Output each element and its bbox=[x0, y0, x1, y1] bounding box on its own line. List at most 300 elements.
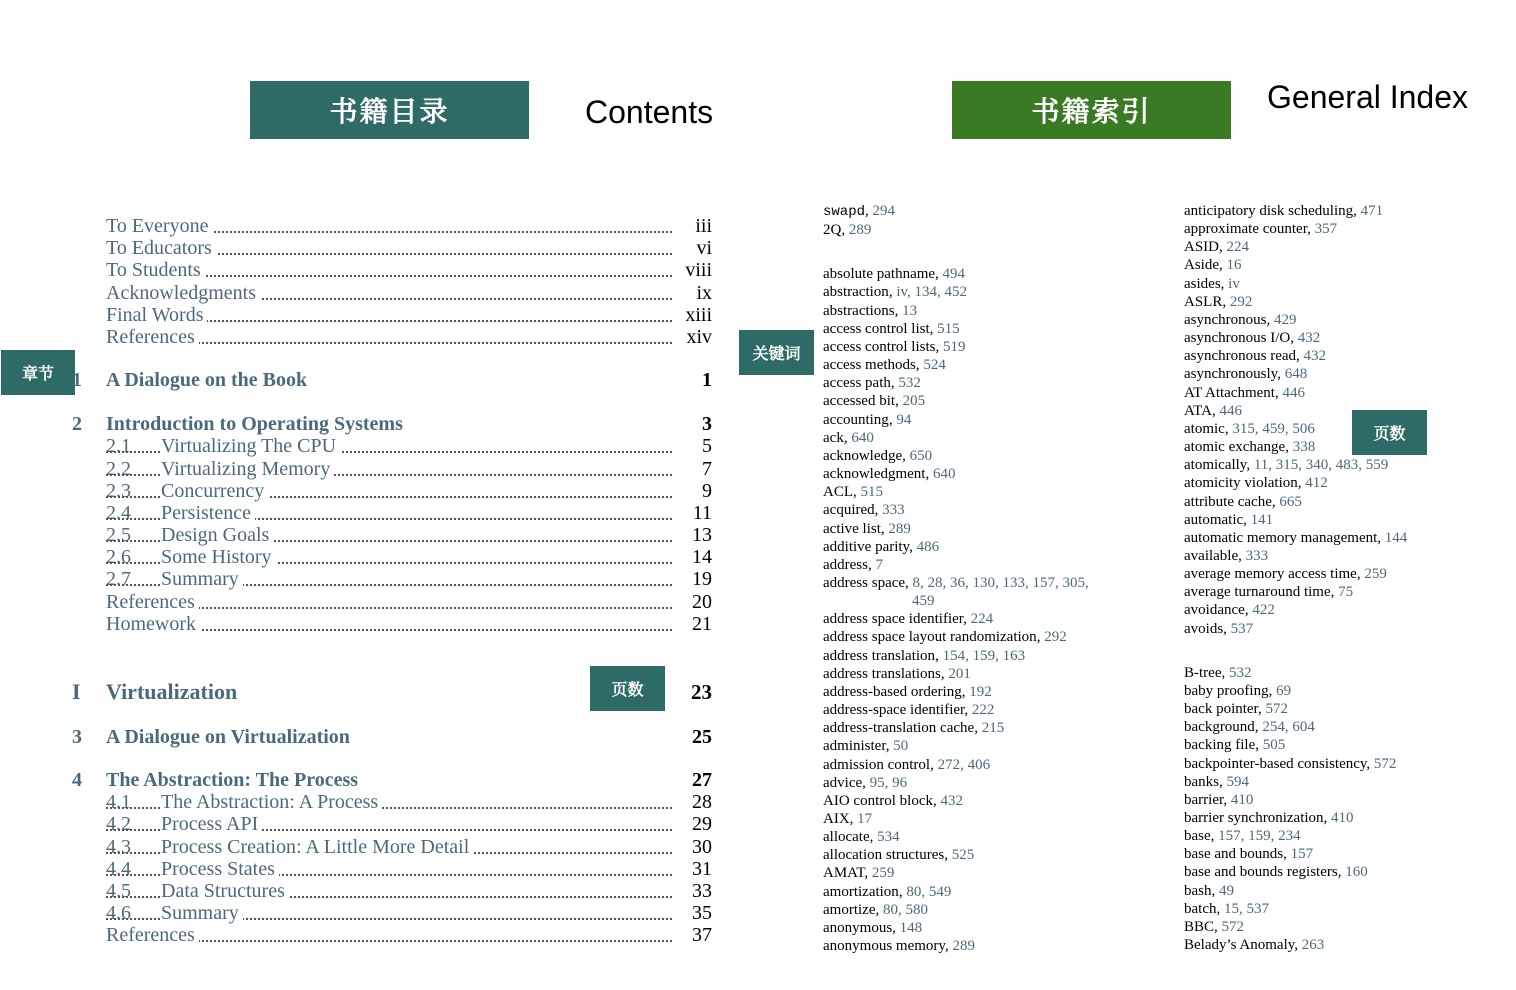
index-entry[interactable]: back pointer, 572 bbox=[1184, 701, 1288, 718]
index-entry-pages[interactable]: 192 bbox=[969, 683, 992, 700]
index-entry[interactable]: BBC, 572 bbox=[1184, 918, 1245, 935]
toc-entry-title: To Students bbox=[106, 259, 205, 281]
index-entry-pages[interactable]: 15, 537 bbox=[1223, 900, 1269, 917]
toc-entry[interactable] bbox=[72, 813, 712, 835]
index-entry[interactable]: address translation, 154, 159, 163 bbox=[823, 647, 1026, 664]
index-entry-pages[interactable]: 648 bbox=[1284, 366, 1308, 383]
index-entry-term: asynchronous bbox=[1184, 311, 1267, 328]
index-entry[interactable]: address, 7 bbox=[823, 556, 883, 573]
index-entry[interactable]: base and bounds, 157 bbox=[1184, 846, 1314, 863]
toc-entry[interactable] bbox=[72, 215, 712, 237]
index-entry-term: address space layout randomization bbox=[823, 629, 1037, 646]
toc-entry-number: 4.6 bbox=[106, 902, 131, 924]
toc-entry-number: 4.2 bbox=[106, 813, 131, 835]
index-entry-term: average turnaround time bbox=[1184, 584, 1331, 601]
index-entry-pages[interactable]: 650 bbox=[909, 447, 933, 464]
index-entry-pages[interactable]: 422 bbox=[1252, 602, 1275, 619]
toc-entry[interactable] bbox=[72, 902, 712, 924]
index-entry-pages[interactable]: 515 bbox=[860, 484, 883, 501]
index-entry[interactable]: avoidance, 422 bbox=[1184, 602, 1275, 619]
toc-entry-number: 4.3 bbox=[106, 836, 131, 858]
toc-entry-page: 33 bbox=[686, 880, 712, 902]
index-entry-term: background bbox=[1184, 719, 1255, 736]
index-entry[interactable]: anonymous, 148 bbox=[823, 919, 923, 936]
index-page-tag: 页数 bbox=[1352, 410, 1427, 455]
index-entry-pages[interactable]: 11, 315, 340, 483, 559 bbox=[1253, 457, 1389, 474]
index-entry-term: anticipatory disk scheduling bbox=[1184, 203, 1354, 219]
index-entry-pages[interactable]: 412 bbox=[1305, 475, 1328, 492]
index-entry[interactable]: address-based ordering, 192 bbox=[823, 683, 992, 700]
index-entry-pages[interactable]: 201 bbox=[948, 665, 971, 682]
index-entry-pages[interactable]: 572 bbox=[1373, 755, 1397, 772]
toc-entry[interactable] bbox=[72, 726, 712, 748]
index-entry-pages[interactable]: 272, 406 bbox=[937, 756, 991, 773]
toc-entry[interactable] bbox=[72, 836, 712, 858]
index-entry[interactable]: backing file, 505 bbox=[1184, 737, 1286, 754]
toc-cn-title: 书籍目录 bbox=[329, 95, 450, 128]
toc-entry-title: Some History bbox=[161, 546, 276, 568]
index-entry[interactable]: accounting, 94 bbox=[823, 411, 912, 428]
index-entry-term: 2Q bbox=[823, 222, 842, 239]
index-entry[interactable]: acknowledgment, 640 bbox=[823, 466, 956, 483]
index-entry[interactable]: ACL, 515 bbox=[823, 484, 883, 501]
index-entry[interactable]: background, 254, 604 bbox=[1184, 719, 1315, 736]
index-entry-term: batch bbox=[1184, 900, 1217, 917]
index-entry[interactable]: abstractions, 13 bbox=[823, 302, 918, 319]
index-entry-pages[interactable]: 640 bbox=[851, 429, 874, 446]
index-entry-term: ASLR bbox=[1184, 293, 1223, 310]
toc-entry-title: Process Creation: A Little More Detail bbox=[161, 836, 473, 858]
index-entry-pages[interactable]: 254, 604 bbox=[1262, 719, 1315, 736]
index-entry-pages[interactable]: 95, 96 bbox=[869, 774, 908, 791]
index-entry[interactable]: additive parity, 486 bbox=[823, 538, 940, 555]
index-entry[interactable]: batch, 15, 537 bbox=[1184, 900, 1269, 917]
index-entry-term: address-space identifier bbox=[823, 702, 965, 719]
index-entry-term: acknowledge bbox=[823, 447, 903, 464]
index-entry-term: swapd bbox=[823, 204, 866, 220]
toc-entry[interactable] bbox=[72, 282, 712, 304]
index-entry-pages[interactable]: iv, 134, 452 bbox=[896, 284, 968, 301]
toc-entry-title: Process States bbox=[161, 858, 279, 880]
index-entry[interactable]: barrier, 410 bbox=[1184, 791, 1254, 808]
index-entry-term: address space bbox=[823, 574, 906, 591]
index-entry[interactable]: acknowledge, 650 bbox=[823, 447, 933, 464]
index-entry[interactable]: banks, 594 bbox=[1184, 773, 1249, 790]
index-entry[interactable]: Aside, 16 bbox=[1184, 257, 1242, 274]
index-entry-term: ATA bbox=[1184, 402, 1212, 419]
index-entry-term: AMAT bbox=[823, 865, 865, 882]
index-entry-pages[interactable]: 432 bbox=[940, 792, 963, 809]
toc-entry-number: 2.7 bbox=[106, 568, 131, 590]
toc-entry-page: vi bbox=[690, 237, 712, 259]
index-entry-pages[interactable]: 75 bbox=[1338, 584, 1354, 601]
index-entry-pages[interactable]: 333 bbox=[882, 502, 905, 519]
index-entry-term: additive parity bbox=[823, 538, 910, 555]
index-entry-term: barrier synchronization bbox=[1184, 810, 1324, 826]
toc-entry-number: 2.1 bbox=[106, 435, 131, 457]
toc-entry-number: 2.6 bbox=[106, 546, 131, 568]
index-letter-gap bbox=[1184, 638, 1407, 664]
index-entry[interactable]: ASLR, 292 bbox=[1184, 293, 1253, 310]
index-entry-pages[interactable]: 69 bbox=[1276, 682, 1292, 699]
index-entry[interactable]: average turnaround time, 75 bbox=[1184, 584, 1354, 601]
index-entry-pages[interactable]: 534 bbox=[877, 829, 900, 846]
index-entry[interactable]: ack, 640 bbox=[823, 429, 874, 446]
toc-entry-title: The Abstraction: The Process bbox=[106, 769, 362, 791]
toc-entry[interactable] bbox=[72, 791, 712, 813]
toc-entry-page: 21 bbox=[686, 613, 712, 635]
index-entry-term: ack bbox=[823, 429, 844, 446]
index-entry-pages[interactable]: 263 bbox=[1301, 937, 1325, 954]
toc-entry-page: 28 bbox=[686, 791, 712, 813]
index-entry[interactable]: asides, iv bbox=[1184, 275, 1240, 292]
index-entry-pages[interactable]: 410 bbox=[1331, 810, 1354, 826]
toc-entry-title: Summary bbox=[161, 902, 243, 924]
index-entry[interactable]: approximate counter, 357 bbox=[1184, 221, 1338, 238]
index-column-right bbox=[1184, 202, 1407, 954]
index-entry-pages[interactable]: 537 bbox=[1230, 620, 1254, 637]
index-entry[interactable]: address space layout randomization, 292 bbox=[823, 629, 1067, 646]
index-entry-term: access path bbox=[823, 375, 891, 392]
index-entry[interactable]: address translations, 201 bbox=[823, 665, 971, 682]
index-entry[interactable]: base, 157, 159, 234 bbox=[1184, 828, 1301, 845]
toc-entry[interactable] bbox=[72, 237, 712, 259]
index-entry-pages[interactable]: 519 bbox=[942, 338, 966, 355]
index-entry-pages[interactable]: 432 bbox=[1297, 330, 1321, 347]
toc-entry-page: 19 bbox=[686, 568, 712, 590]
index-entry-pages[interactable]: 665 bbox=[1279, 493, 1302, 510]
toc-entry-number: 2.2 bbox=[106, 458, 131, 480]
index-entry[interactable]: allocate, 534 bbox=[823, 829, 900, 846]
toc-entry[interactable] bbox=[72, 480, 712, 502]
index-entry-term: asynchronously bbox=[1184, 366, 1278, 383]
toc-entry[interactable] bbox=[72, 568, 712, 590]
index-entry-term: bash bbox=[1184, 882, 1212, 899]
toc-entry-number: 4.5 bbox=[106, 880, 131, 902]
index-entry[interactable]: atomicity violation, 412 bbox=[1184, 475, 1328, 492]
index-entry-pages[interactable]: 80, 580 bbox=[882, 901, 928, 918]
index-entry-term: average memory access time bbox=[1184, 566, 1357, 583]
index-letter-gap bbox=[823, 239, 1089, 265]
index-entry-pages[interactable]: 572 bbox=[1265, 701, 1288, 718]
index-entry-term: backpointer-based consistency bbox=[1184, 755, 1367, 772]
toc-entry-page: iii bbox=[689, 215, 712, 237]
index-entry-pages[interactable]: 532 bbox=[898, 375, 921, 392]
index-entry-term: atomic bbox=[1184, 420, 1225, 437]
toc-entry-title: Persistence bbox=[161, 502, 255, 524]
index-entry[interactable]: address space identifier, 224 bbox=[823, 611, 994, 628]
index-entry[interactable]: access control list, 515 bbox=[823, 320, 960, 337]
index-entry-term: available bbox=[1184, 547, 1239, 564]
index-entry[interactable]: AT Attachment, 446 bbox=[1184, 384, 1305, 401]
index-entry-pages[interactable]: 315, 459, 506 bbox=[1232, 420, 1315, 437]
index-entry-pages[interactable]: 432 bbox=[1303, 348, 1327, 365]
index-entry-pages[interactable]: 357 bbox=[1314, 221, 1338, 238]
toc-entry[interactable] bbox=[72, 858, 712, 880]
index-entry[interactable]: asynchronous read, 432 bbox=[1184, 348, 1327, 365]
index-entry-term: access control list bbox=[823, 320, 930, 337]
index-entry-pages[interactable]: 144 bbox=[1384, 529, 1408, 546]
index-entry[interactable]: allocation structures, 525 bbox=[823, 847, 975, 864]
toc-entry-number: 2.4 bbox=[106, 502, 131, 524]
index-entry-term: administer bbox=[823, 738, 886, 755]
toc-entry-page: xiii bbox=[679, 304, 712, 326]
index-entry-pages[interactable]: 524 bbox=[923, 357, 946, 374]
index-entry-pages[interactable]: 333 bbox=[1245, 547, 1269, 564]
index-entry-term: base and bounds registers bbox=[1184, 864, 1338, 881]
index-entry-term: active list bbox=[823, 520, 881, 537]
index-entry[interactable]: base and bounds registers, 160 bbox=[1184, 864, 1368, 881]
toc-entry-title: Virtualization bbox=[106, 681, 241, 703]
index-entry-pages[interactable]: 80, 549 bbox=[906, 883, 952, 900]
index-entry-term: BBC bbox=[1184, 918, 1215, 935]
index-entry-term: atomic exchange bbox=[1184, 439, 1286, 456]
index-entry-pages[interactable]: 486 bbox=[916, 538, 940, 555]
index-entry-pages[interactable]: 289 bbox=[848, 222, 872, 239]
toc-entry[interactable] bbox=[72, 413, 712, 435]
index-entry[interactable]: available, 333 bbox=[1184, 547, 1269, 564]
index-entry-pages[interactable]: 205 bbox=[902, 393, 926, 410]
index-entry[interactable]: 2Q, 289 bbox=[823, 222, 872, 239]
index-entry-pages[interactable]: 532 bbox=[1228, 664, 1252, 681]
toc-entry[interactable] bbox=[72, 304, 712, 326]
index-entry[interactable]: automatic memory management, 144 bbox=[1184, 529, 1408, 546]
index-entry-pages[interactable]: 459 bbox=[912, 593, 935, 610]
index-entry[interactable]: administer, 50 bbox=[823, 738, 909, 755]
index-entry[interactable] bbox=[823, 592, 1089, 610]
toc-entry[interactable] bbox=[72, 880, 712, 902]
index-entry[interactable]: anonymous memory, 289 bbox=[823, 938, 975, 955]
index-entry[interactable]: backpointer-based consistency, 572 bbox=[1184, 755, 1397, 772]
index-entry-term: address-based ordering bbox=[823, 683, 962, 700]
index-entry-pages[interactable]: 515 bbox=[937, 320, 960, 337]
index-entry-term: amortization bbox=[823, 883, 899, 900]
index-entry-pages[interactable]: 157 bbox=[1290, 846, 1314, 863]
index-entry[interactable]: ATA, 446 bbox=[1184, 402, 1242, 419]
index-entry-pages[interactable]: 16 bbox=[1226, 257, 1242, 274]
toc-entry[interactable] bbox=[72, 613, 712, 635]
index-entry[interactable]: acquired, 333 bbox=[823, 502, 905, 519]
index-entry[interactable]: avoids, 537 bbox=[1184, 620, 1254, 637]
index-entry[interactable]: amortize, 80, 580 bbox=[823, 901, 928, 918]
index-entry-term: base and bounds bbox=[1184, 846, 1284, 863]
index-entry-pages[interactable]: 224 bbox=[1226, 239, 1250, 256]
index-entry[interactable]: baby proofing, 69 bbox=[1184, 682, 1292, 699]
toc-entry-title: Virtualizing The CPU bbox=[161, 435, 340, 457]
index-entry[interactable]: AIX, 17 bbox=[823, 811, 873, 827]
toc-entry[interactable] bbox=[72, 369, 712, 391]
index-entry-term: approximate counter bbox=[1184, 221, 1308, 238]
index-entry-term: AIO control block bbox=[823, 792, 933, 809]
toc-entry-page: viii bbox=[679, 259, 712, 281]
index-entry[interactable]: swapd, 294 bbox=[823, 203, 896, 220]
index-entry[interactable]: atomic exchange, 338 bbox=[1184, 439, 1316, 456]
toc-entry-title: Homework bbox=[106, 613, 200, 635]
toc-entry-number: 4 bbox=[72, 769, 82, 791]
toc-entry-page: 31 bbox=[686, 858, 712, 880]
index-entry[interactable]: amortization, 80, 549 bbox=[823, 883, 952, 900]
index-entry[interactable]: Belady’s Anomaly, 263 bbox=[1184, 937, 1325, 954]
index-entry-pages[interactable]: 141 bbox=[1250, 511, 1274, 528]
toc-entry-title: Process API bbox=[161, 813, 262, 835]
toc-entry-page: 14 bbox=[686, 546, 712, 568]
toc-entry[interactable] bbox=[72, 546, 712, 568]
index-entry-pages[interactable]: 640 bbox=[932, 466, 956, 483]
index-entry-pages[interactable]: 160 bbox=[1345, 864, 1368, 881]
index-entry-term: anonymous bbox=[823, 919, 893, 936]
index-entry-pages[interactable]: 446 bbox=[1219, 402, 1242, 419]
index-entry[interactable]: accessed bit, 205 bbox=[823, 393, 926, 410]
index-entry-term: back pointer bbox=[1184, 701, 1258, 718]
index-entry[interactable]: abstraction, iv, 134, 452 bbox=[823, 284, 968, 301]
index-entry-term: address-translation cache bbox=[823, 720, 975, 737]
toc-entry-title: Acknowledgments bbox=[106, 282, 260, 304]
index-entry-pages[interactable]: 148 bbox=[899, 919, 923, 936]
index-entry-pages[interactable]: 338 bbox=[1292, 439, 1316, 456]
index-entry-term: allocation structures bbox=[823, 847, 945, 864]
index-entry[interactable]: atomic, 315, 459, 506 bbox=[1184, 420, 1315, 437]
index-entry-pages[interactable]: 429 bbox=[1274, 311, 1297, 328]
index-entry[interactable]: asynchronously, 648 bbox=[1184, 366, 1308, 383]
toc-entry[interactable] bbox=[72, 326, 712, 348]
index-entry-pages[interactable]: 289 bbox=[952, 938, 975, 955]
index-entry-pages[interactable]: 259 bbox=[871, 865, 895, 882]
index-entry-pages[interactable]: 471 bbox=[1360, 203, 1384, 219]
toc-entry-title: A Dialogue on the Book bbox=[106, 369, 311, 391]
index-entry-pages[interactable]: 294 bbox=[872, 203, 896, 219]
toc-entry-page: 3 bbox=[696, 413, 712, 435]
index-entry[interactable]: address space, 8, 28, 36, 130, 133, 157, 305, bbox=[823, 574, 1089, 591]
index-entry-term: AT Attachment bbox=[1184, 384, 1275, 401]
toc-entry[interactable] bbox=[72, 681, 712, 703]
index-entry-term: allocate bbox=[823, 829, 870, 846]
index-entry[interactable]: B-tree, 532 bbox=[1184, 664, 1252, 681]
index-entry[interactable]: advice, 95, 96 bbox=[823, 774, 908, 791]
toc-entry[interactable] bbox=[72, 524, 712, 546]
index-entry-pages[interactable]: 224 bbox=[970, 611, 994, 628]
toc-entry-title: A Dialogue on Virtualization bbox=[106, 726, 354, 748]
index-entry-pages[interactable]: 94 bbox=[896, 411, 912, 428]
index-entry-pages[interactable]: 7 bbox=[875, 556, 883, 573]
index-entry-pages[interactable]: 494 bbox=[942, 266, 966, 283]
toc-entry[interactable] bbox=[72, 435, 712, 457]
index-entry[interactable]: AMAT, 259 bbox=[823, 865, 895, 882]
index-entry[interactable]: bash, 49 bbox=[1184, 882, 1234, 899]
toc-entry-title: To Educators bbox=[106, 237, 216, 259]
toc-entry-page: 35 bbox=[686, 902, 712, 924]
index-entry-term: abstractions bbox=[823, 302, 895, 319]
index-entry[interactable]: attribute cache, 665 bbox=[1184, 493, 1302, 510]
index-entry-pages[interactable]: 157, 159, 234 bbox=[1218, 828, 1301, 845]
index-entry-pages[interactable]: 410 bbox=[1230, 791, 1254, 808]
index-entry-pages[interactable]: 505 bbox=[1262, 737, 1286, 754]
index-entry-pages[interactable]: 8, 28, 36, 130, 133, 157, 305, bbox=[912, 574, 1089, 591]
toc-entry[interactable] bbox=[72, 769, 712, 791]
index-entry-pages[interactable]: 525 bbox=[951, 847, 975, 864]
index-entry-pages[interactable]: 292 bbox=[1044, 629, 1067, 646]
index-entry-pages[interactable]: 289 bbox=[888, 520, 911, 537]
index-entry-pages[interactable]: 572 bbox=[1221, 918, 1245, 935]
index-entry-term: Belady’s Anomaly bbox=[1184, 937, 1295, 954]
index-entry-pages[interactable]: 594 bbox=[1226, 773, 1249, 790]
index-entry-term: attribute cache bbox=[1184, 493, 1272, 510]
index-entry[interactable]: barrier synchronization, 410 bbox=[1184, 810, 1354, 826]
index-entry[interactable]: ASID, 224 bbox=[1184, 239, 1250, 256]
index-entry-pages[interactable]: 50 bbox=[893, 738, 909, 755]
index-entry-term: ASID bbox=[1184, 239, 1220, 256]
index-entry[interactable]: anticipatory disk scheduling, 471 bbox=[1184, 203, 1384, 219]
index-entry-term: automatic memory management bbox=[1184, 529, 1378, 546]
index-entry-pages[interactable]: 259 bbox=[1364, 566, 1387, 583]
toc-entry-page: 23 bbox=[685, 681, 712, 703]
index-entry[interactable]: access methods, 524 bbox=[823, 357, 946, 374]
index-entry[interactable]: AIO control block, 432 bbox=[823, 792, 963, 809]
index-entry-pages[interactable]: iv bbox=[1228, 275, 1240, 292]
index-entry-term: address translation bbox=[823, 647, 936, 664]
index-entry-term: asynchronous read bbox=[1184, 348, 1297, 365]
toc-entry-title: To Everyone bbox=[106, 215, 212, 237]
index-entry[interactable]: active list, 289 bbox=[823, 520, 911, 537]
index-entry-term: absolute pathname bbox=[823, 266, 936, 283]
toc-entry[interactable] bbox=[72, 591, 712, 613]
index-entry-term: address bbox=[823, 556, 868, 573]
toc-en-title: Contents bbox=[585, 94, 714, 130]
toc-entry-page: xiv bbox=[680, 326, 712, 348]
index-entry-pages[interactable]: 446 bbox=[1282, 384, 1305, 401]
toc-entry[interactable] bbox=[72, 259, 712, 281]
toc-entry-title: References bbox=[106, 326, 199, 348]
index-entry[interactable]: atomically, 11, 315, 340, 483, 559 bbox=[1184, 457, 1389, 474]
index-entry-term: access control lists bbox=[823, 338, 936, 355]
toc-cn-banner bbox=[250, 81, 529, 139]
index-entry-pages[interactable]: 17 bbox=[857, 811, 873, 827]
index-entry[interactable]: average memory access time, 259 bbox=[1184, 566, 1387, 583]
index-entry[interactable]: address-space identifier, 222 bbox=[823, 702, 995, 719]
index-entry-term: banks bbox=[1184, 773, 1219, 790]
index-entry-pages[interactable]: 215 bbox=[981, 720, 1005, 737]
index-entry-term: B-tree bbox=[1184, 664, 1222, 681]
index-entry-pages[interactable]: 154, 159, 163 bbox=[942, 647, 1026, 664]
index-entry-term: advice bbox=[823, 774, 863, 791]
index-entry-pages[interactable]: 13 bbox=[902, 302, 918, 319]
toc-entry-page: 11 bbox=[687, 502, 712, 524]
index-entry-term: anonymous memory bbox=[823, 938, 945, 955]
index-entry-pages[interactable]: 292 bbox=[1229, 293, 1253, 310]
index-entry-term: automatic bbox=[1184, 511, 1244, 528]
index-entry-term: acknowledgment bbox=[823, 466, 926, 483]
toc-entry-title: References bbox=[106, 591, 199, 613]
toc-entry[interactable] bbox=[72, 458, 712, 480]
index-entry[interactable]: access path, 532 bbox=[823, 375, 921, 392]
toc-entry[interactable] bbox=[72, 924, 712, 946]
index-entry[interactable]: asynchronous, 429 bbox=[1184, 311, 1297, 328]
toc-entry[interactable] bbox=[72, 502, 712, 524]
index-entry[interactable]: admission control, 272, 406 bbox=[823, 756, 991, 773]
index-entry[interactable]: asynchronous I/O, 432 bbox=[1184, 330, 1321, 347]
index-entry[interactable]: address-translation cache, 215 bbox=[823, 720, 1005, 737]
index-entry-pages[interactable]: 49 bbox=[1219, 882, 1234, 899]
index-entry[interactable]: automatic, 141 bbox=[1184, 511, 1274, 528]
toc-entry-page: 37 bbox=[686, 924, 712, 946]
index-entry-pages[interactable]: 222 bbox=[971, 702, 995, 719]
index-entry-term: address space identifier bbox=[823, 611, 964, 628]
index-entry[interactable]: absolute pathname, 494 bbox=[823, 266, 966, 283]
chapter-tag: 章节 bbox=[1, 350, 75, 395]
index-entry-term: AIX bbox=[823, 811, 850, 827]
toc-entry-number: 4.4 bbox=[106, 858, 131, 880]
index-entry[interactable]: access control lists, 519 bbox=[823, 338, 966, 355]
index-entry-term: acquired bbox=[823, 502, 875, 519]
